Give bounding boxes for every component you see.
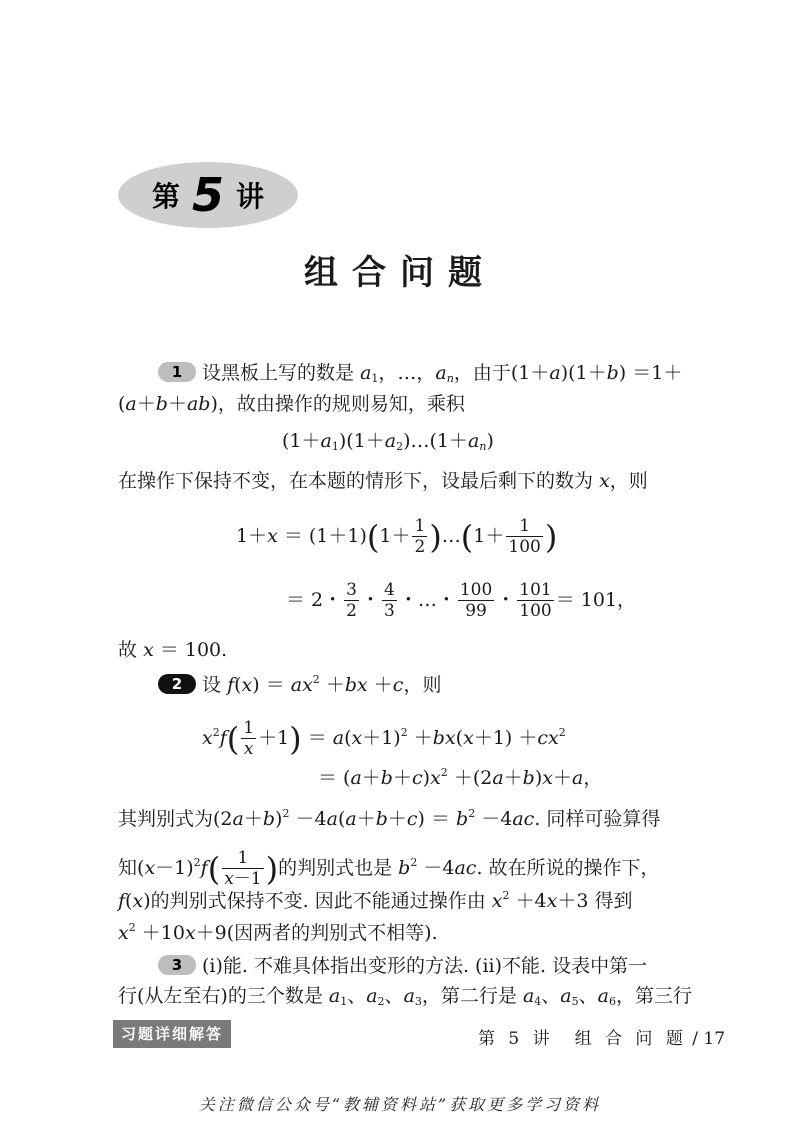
lecture-number: 5 bbox=[191, 168, 224, 222]
problem-3-badge: 3 bbox=[158, 955, 196, 975]
lecture-badge bbox=[118, 162, 298, 228]
p1-product-formula: $(1+a_1)(1+a_2)\dots(1+a_n)$ bbox=[282, 430, 494, 453]
page-number: / 17 bbox=[692, 1029, 726, 1049]
watermark: 关注微信公众号“教辅资料站”获取更多学习资料 bbox=[198, 1095, 602, 1114]
lecture-suffix: 讲 bbox=[236, 180, 265, 213]
p1-equation-2: ＝ 2・ $\frac{3}{2}$ ・ $\frac{4}{3}$ ・…・ $\frac{100}{99}$ ・ $\frac{101}{100}$ ＝ 101， bbox=[286, 580, 637, 622]
footer-chapter bbox=[478, 1024, 725, 1049]
footer-section-label: 习题详细解答 bbox=[113, 1020, 231, 1048]
lecture-prefix: 第 bbox=[151, 180, 180, 213]
p1-line3: 在操作下保持不变，在本题的情形下，设最后剩下的数为 x，则 bbox=[118, 470, 648, 492]
p1-line2: (a＋b＋ab)，故由操作的规则易知，乘积 bbox=[118, 393, 465, 415]
p2-line1: 2 设 $f(x) = ax^2 +bx +c$，则 bbox=[158, 674, 441, 695]
p1-conclusion: 故 x ＝ 100. bbox=[118, 639, 228, 661]
problem-2-badge: 2 bbox=[158, 674, 196, 694]
p2-last-line: $x^2 +10x+9$(因两者的判别式不相等). bbox=[118, 921, 438, 944]
p3-line2: 行(从左至右)的三个数是 $a_1$、$a_2$、$a_3$，第二行是 $a_4$、$a_5$、$a_6$，第三行 bbox=[118, 985, 692, 1008]
p1-line1: 1 设黑板上写的数是 $a_1$，…，$a_n$，由于(1＋a)(1＋b) ＝1＋ bbox=[158, 362, 682, 384]
p2-line-f: f(x)的判别式保持不变. 因此不能通过操作由 $x^2 +4x+3$ 得到 bbox=[118, 889, 633, 912]
problem-1-badge: 1 bbox=[158, 362, 196, 382]
p2-equation-2: ＝ $(a+b+c)x^2 +(2a+b)x+a$， bbox=[318, 766, 603, 789]
p1-equation-1: 1＋x ＝ (1＋1)(1＋ $\frac{1}{2}$ )…(1＋ $\frac{1}{100}$ ) bbox=[236, 516, 558, 558]
p2-equation-1: $x^2f$( $\frac{1}{x}$ $+1) = a(x+1)^2 +bx(x+1) +cx^2$ bbox=[202, 718, 566, 760]
p2-discriminant: 其判别式为$(2a+b)^2 -4a(a+b+c) = b^2 -4ac$. 同样可验算得 bbox=[118, 807, 661, 830]
page-title: 组合问题 bbox=[304, 253, 496, 293]
footer-chapter-label: 第 5 讲 组 合 问 题 bbox=[478, 1029, 687, 1049]
p2-discriminant-2: 知$(x-1)^2f$( $\frac{1}{x-1}$ )的判别式也是 $b^2 -4ac$. 故在所说的操作下， bbox=[118, 848, 660, 890]
p3-line1: 3 (i)能. 不难具体指出变形的方法. (ii)不能. 设表中第一 bbox=[158, 955, 647, 976]
